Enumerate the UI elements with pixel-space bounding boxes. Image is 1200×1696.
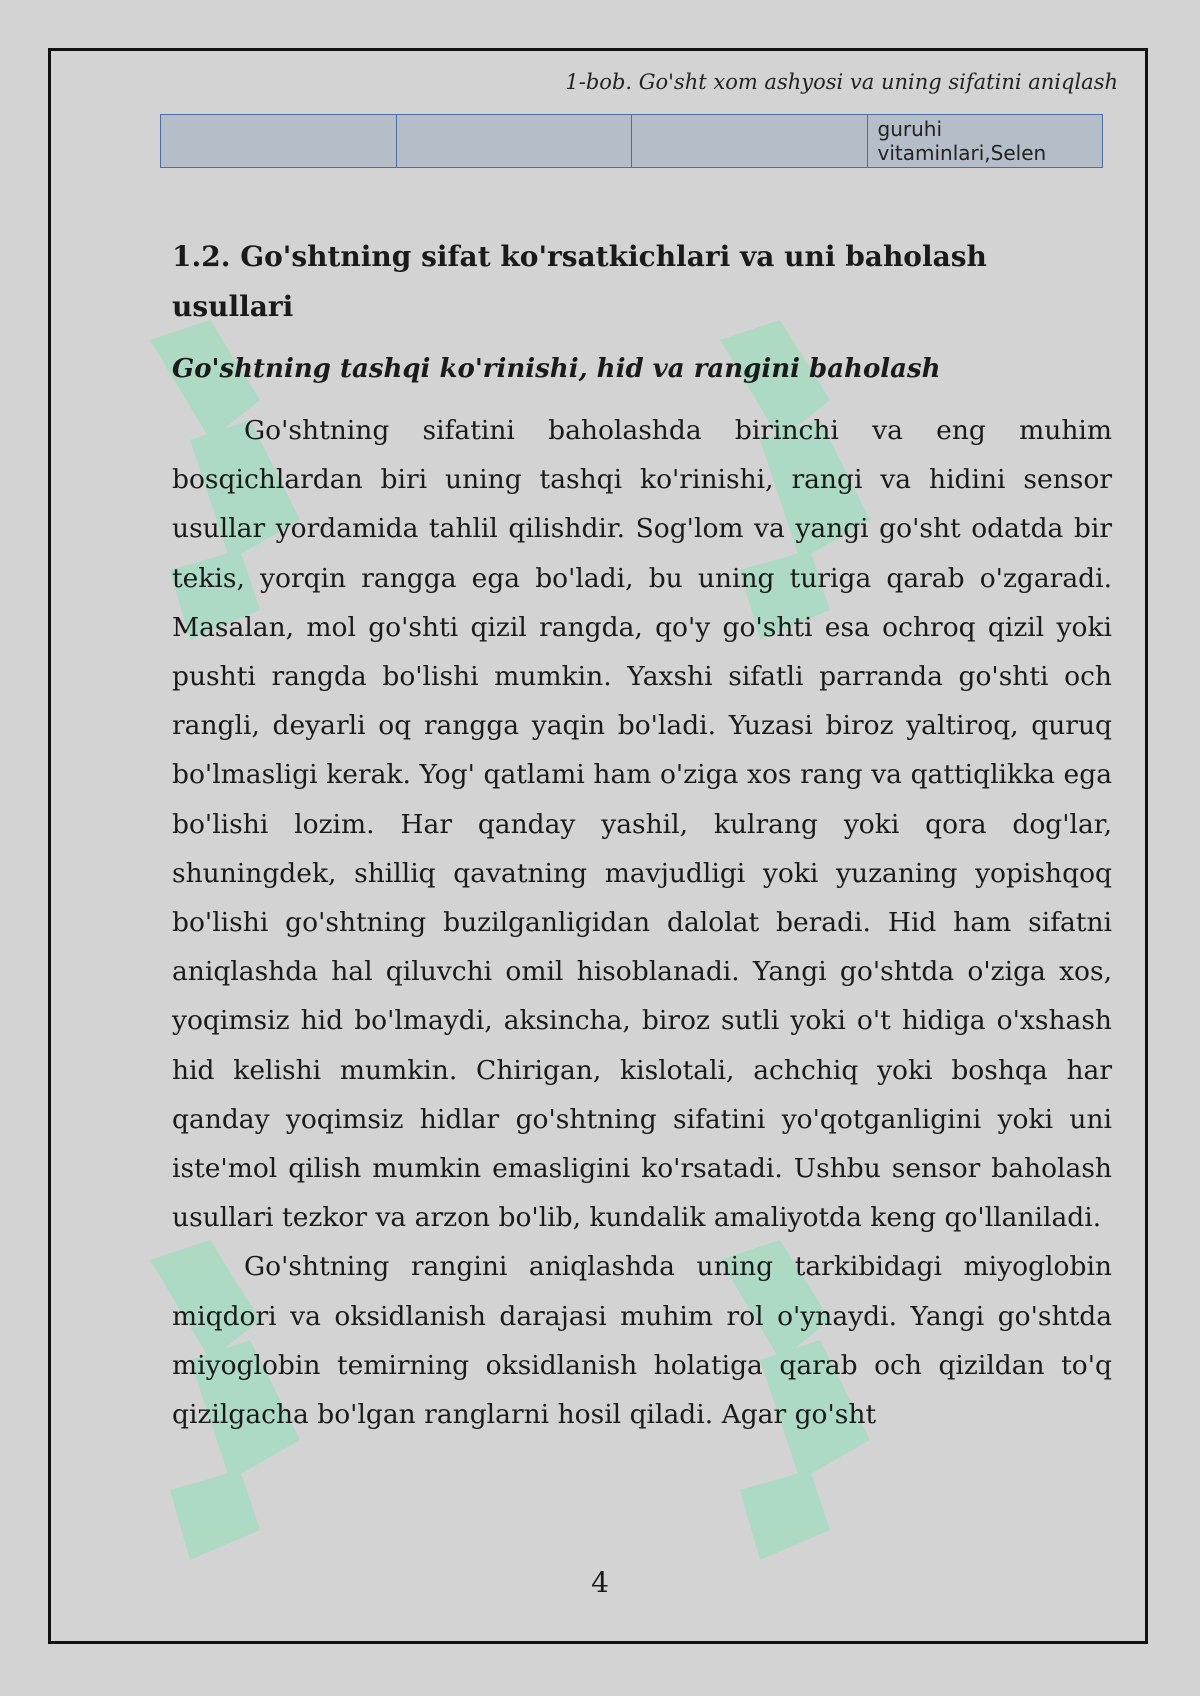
table-cell <box>632 115 868 168</box>
table-fragment <box>160 114 1103 168</box>
body-text <box>172 406 1112 1439</box>
page-number: 4 <box>591 1566 609 1599</box>
paragraph: Go'shtning rangini aniqlashda uning tarkibidagi miyoglobin miqdori va oksidlanish darajasi muhim rol o'ynaydi. Yangi go'shtda miyoglobin temirning oksidlanish holatiga qarab och qizildan to'q qizilgacha bo'lgan ranglarni hosil qiladi. Agar go'sht <box>172 1251 1112 1431</box>
running-header: 1-bob. Go'sht xom ashyosi va uning sifatini aniqlash <box>565 70 1118 94</box>
paragraph: Go'shtning sifatini baholashda birinchi va eng muhim bosqichlardan biri uning tashqi ko'rinishi, rangi va hidini sensor usullar yordamida tahlil qilishdir. Sog'lom va yangi go'sht odatda bir tekis, yorqin rangga ega bo'ladi, bu uning turiga qarab o'zgaradi. Masalan, mol go'shti qizil rangda, qo'y go'shti esa ochroq qizil yoki pushti rangda bo'lishi mumkin. Yaxshi sifatli parranda go'shti och rangli, deyarli oq rangga yaqin bo'ladi. Yuzasi biroz yaltiroq, quruq bo'lmasligi kerak. Yog' qatlami ham o'ziga xos rang va qattiqlikka ega bo'lishi lozim. Har qanday yashil, kulrang yoki qora dog'lar, shuningdek, shilliq qavatning mavjudligi yoki yuzaning yopishqoq bo'lishi go'shtning buzilganligidan dalolat beradi. Hid ham sifatni aniqlashda hal qiluvchi omil hisoblanadi. Yangi go'shtda o'ziga xos, yoqimsiz hid bo'lmaydi, aksincha, biroz sutli yoki o't hidiga o'xshash hid kelishi mumkin. Chirigan, kislotali, achchiq yoki boshqa har qanday yoqimsiz hidlar go'shtning sifatini yo'qotganligini yoki uni iste'mol qilish mumkin emasligini ko'rsatadi. Ushbu sensor baholash usullari tezkor va arzon bo'lib, kundalik amaliyotda keng qo'llaniladi. <box>172 415 1112 1234</box>
table-cell <box>161 115 397 168</box>
table-cell <box>396 115 632 168</box>
section-heading: 1.2. Go'shtning sifat ko'rsatkichlari va uni baholash usullari <box>172 240 987 323</box>
table-row <box>161 115 1103 168</box>
table-cell: guruhi vitaminlari,Selen <box>867 115 1103 168</box>
section-subheading: Go'shtning tashqi ko'rinishi, hid va rangini baholash <box>172 354 941 384</box>
